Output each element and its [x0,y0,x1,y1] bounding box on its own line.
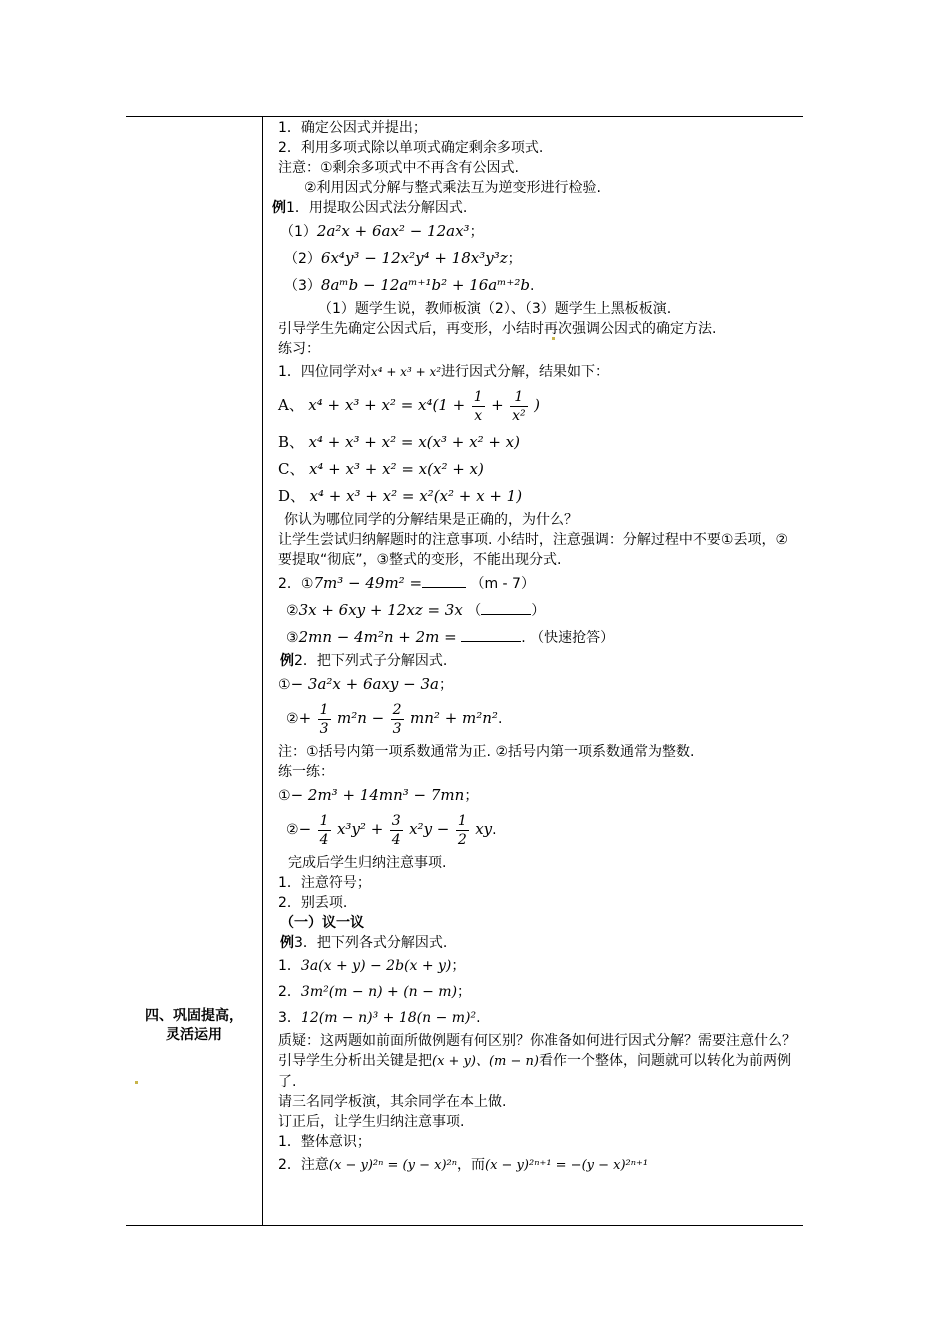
example-1-item-3: （3）8aᵐb − 12aᵐ⁺¹b² + 16aᵐ⁺²b. [284,276,535,294]
text-line: 订正后，让学生归纳注意事项. [278,1114,465,1130]
text-line: （1）题学生说，教师板演（2）、（3）题学生上黑板板演. [318,301,672,317]
fraction: $\frac{1}{2}$ [457,812,467,848]
example-1-item-1: （1）2a²x + 6ax² − 12ax³； [280,222,484,240]
table-top-border [126,116,803,117]
fraction: $\frac{2}{3}$ [392,701,402,737]
example-2-item-1: ①− 3a²x + 6axy − 3a； [278,675,453,693]
column-divider [262,116,263,1226]
example-3-item-3: 3．12(m − n)³ + 18(n − m)². [278,1010,481,1026]
table-bottom-border [126,1225,803,1226]
text-line: 1．确定公因式并提出； [278,120,427,136]
fraction: $\frac{1}{x}$ [473,388,483,424]
text-paragraph: 让学生尝试归纳解题时的注意事项. 小结时，注意强调：分解过程中不要①丢项，②要提取“彻底”，③整式的变形，不能出现分式. [278,532,788,568]
practice-item-2: ②− $\frac{1}{4}$ x³y² + $\frac{3}{4}$ x²y − $\frac{1}{2}$ xy. [286,812,497,848]
text-line: 2．利用多项式除以单项式确定剩余多项式. [278,140,544,156]
practice-item-1: ①− 2m³ + 14mn³ − 7mn； [278,786,479,804]
text-line: 练习： [278,341,320,357]
text-paragraph: 质疑：这两题如前面所做例题有何区别？你准备如何进行因式分解？需要注意什么？ [278,1033,796,1049]
example-2-item-2: ②+ $\frac{1}{3}$ m²n − $\frac{2}{3}$ mn² + m²n². [286,701,503,737]
text-line: 2．别丢项. [278,895,348,911]
text-line: ②利用因式分解与整式乘法互为逆变形进行检验. [304,180,601,196]
answer-blank [481,614,531,615]
text-line: 1．注意符号； [278,875,371,891]
option-a: A、 x⁴ + x³ + x² = x⁴(1 + $\frac{1}{x}$ + $\frac{1}{\text{x²}}$ ) [278,388,540,424]
answer-blank [422,587,466,588]
text-line: 完成后学生归纳注意事项. [288,855,447,871]
example-3-item-2: 2．3m²(m − n) + (n − m)； [278,984,472,1000]
example-1-item-2: （2）6x⁴y³ − 12x²y⁴ + 18x³y³z； [284,249,522,267]
text-line: 练一练： [278,764,334,780]
fraction: $\frac{1}{\text{x²}}$ [512,388,526,424]
text-line: 你认为哪位同学的分解结果是正确的，为什么？ [284,512,578,528]
text-line: 1．整体意识； [278,1134,371,1150]
text-line: 请三名同学板演，其余同学在本上做. [278,1094,507,1110]
speck-mark [552,337,555,340]
example-1-heading: 例1．用提取公因式法分解因式. [272,200,468,216]
section-label [128,1007,260,1045]
exercise-2-item-2: ②3x + 6xy + 12xz = 3x （ ） [286,601,546,619]
example-2-heading: 例2．把下列式子分解因式. [280,653,448,669]
speck-mark [135,1081,138,1084]
option-d: D、 x⁴ + x³ + x² = x²(x² + x + 1) [278,487,523,505]
example-3-item-1: 1．3a(x + y) − 2b(x + y)； [278,958,466,974]
text-paragraph: 引导学生分析出关键是把(x + y)、(m − n)看作一个整体，问题就可以转化为前两例了. [278,1053,791,1090]
section-label-line2: 灵活运用 [166,1027,222,1043]
text-line-final: 2．注意(x − y)²ⁿ = (y − x)²ⁿ，而(x − y)²ⁿ⁺¹ = −(y − x)²ⁿ⁺¹ [278,1157,649,1173]
answer-blank [461,641,521,642]
option-b: B、 x⁴ + x³ + x² = x(x³ + x² + x) [278,433,520,451]
fraction: $\frac{1}{4}$ [319,812,329,848]
option-c: C、 x⁴ + x³ + x² = x(x² + x) [278,460,484,478]
lesson-content [266,118,800,1179]
fraction: $\frac{1}{3}$ [319,701,329,737]
exercise-1-prompt: 1．四位同学对x⁴ + x³ + x²进行因式分解，结果如下： [278,364,610,380]
example-3-heading: 例3．把下列各式分解因式. [280,935,448,951]
text-line: 注：①括号内第一项系数通常为正. ②括号内第一项系数通常为整数. [278,744,695,760]
exercise-2-item-3: ③2mn − 4m²n + 2m = . （快速抢答） [286,628,615,646]
section-label-line1: 四、巩固提高， [145,1008,243,1024]
subsection-heading: （一）议一议 [280,915,364,931]
fraction: $\frac{3}{4}$ [391,812,401,848]
text-line: 注意：①剩余多项式中不再含有公因式. [278,160,519,176]
exercise-2-item-1: 2．①7m³ − 49m² = （m - 7） [278,574,535,592]
text-paragraph: 引导学生先确定公因式后，再变形，小结时再次强调公因式的确定方法. [278,321,717,337]
